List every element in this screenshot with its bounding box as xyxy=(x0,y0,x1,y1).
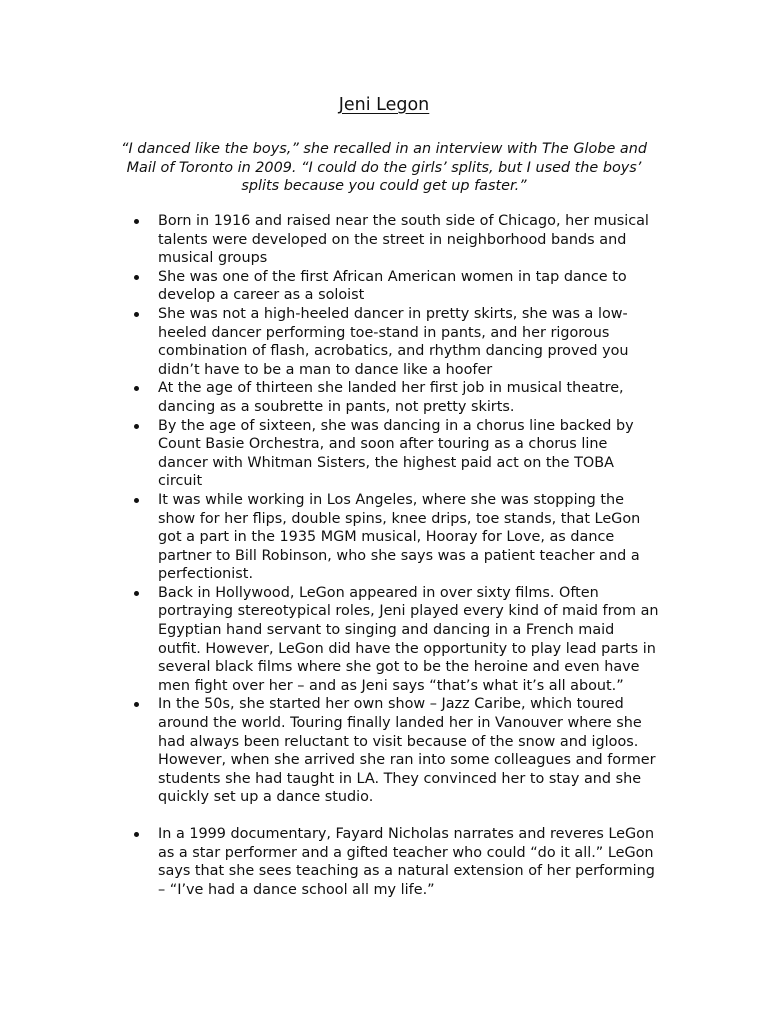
list-item-text: She was one of the first African American women in tap dance to develop a career as a soloist xyxy=(158,268,627,304)
list-item xyxy=(131,379,661,416)
list-item xyxy=(131,825,661,899)
list-item xyxy=(131,305,661,379)
list-item-text: Born in 1916 and raised near the south side of Chicago, her musical talents were developed on the street in neighborhood bands and musical groups xyxy=(158,213,649,267)
list-item-text: She was not a high-heeled dancer in pretty skirts, she was a low-heeled dancer performing toe-stand in pants, and her rigorous combination of flash, acrobatics, and rhythm dancing proved you didn’t have to be a man to dance like a hoofer xyxy=(158,305,629,378)
bullet-icon xyxy=(134,219,139,224)
intro-quote: “I danced like the boys,” she recalled in an interview with The Globe and Mail of Toronto in 2009. “I could do the girls’ splits, but I used the boys’ splits because you could get up faster.” xyxy=(121,141,647,195)
list-item-text: It was while working in Los Angeles, where she was stopping the show for her flips, double spins, knee drips, toe stands, that LeGon got a part in the 1935 MGM musical, Hooray for Love, as dance partner to Bill Robinson, who she says was a patient teacher and a perfectionist. xyxy=(158,491,641,583)
bullet-icon xyxy=(134,424,139,429)
list-item-text: At the age of thirteen she landed her first job in musical theatre, dancing as a soubrette in pants, not pretty skirts. xyxy=(158,380,624,415)
list-item-text: In a 1999 documentary, Fayard Nicholas narrates and reveres LeGon as a star performer and a gifted teacher who could “do it all.” LeGon says that she sees teaching as a natural extension of her performing – “I’ve had a dance school all my life.” xyxy=(158,826,655,898)
list-item-text: By the age of sixteen, she was dancing in a chorus line backed by Count Basie Orchestra, and soon after touring as a chorus line dancer with Whitman Sisters, the highest paid act on the TOBA circuit xyxy=(158,417,634,490)
bullet-icon xyxy=(134,275,139,280)
bullet-icon xyxy=(134,832,139,837)
bullet-icon xyxy=(134,498,139,503)
list-item xyxy=(131,212,661,268)
list-item xyxy=(131,268,661,305)
bullet-icon xyxy=(134,702,139,707)
bullet-list xyxy=(131,212,661,899)
bullet-icon xyxy=(134,312,139,317)
bullet-icon xyxy=(134,591,139,596)
list-item xyxy=(131,584,661,696)
bullet-icon xyxy=(134,386,139,391)
list-item-text: Back in Hollywood, LeGon appeared in over sixty films. Often portraying stereotypical roles, Jeni played every kind of maid from an Egyptian hand servant to singing and dancing in a French maid outfit. However, LeGon did have the opportunity to play lead parts in several black films where she got to be the heroine and even have men fight over her – and as Jeni says “that’s what it’s all about.” xyxy=(158,584,659,694)
list-item xyxy=(131,417,661,491)
document-title: Jeni Legon xyxy=(338,95,430,115)
list-item xyxy=(131,695,661,807)
list-item-text: In the 50s, she started her own show – Jazz Caribe, which toured around the world. Touring finally landed her in Vanouver where she had always been reluctant to visit because of the snow and igloos. However, when she arrived she ran into some colleagues and former students she had taught in LA. They convinced her to stay and she quickly set up a dance studio. xyxy=(158,696,656,806)
list-item xyxy=(131,491,661,584)
